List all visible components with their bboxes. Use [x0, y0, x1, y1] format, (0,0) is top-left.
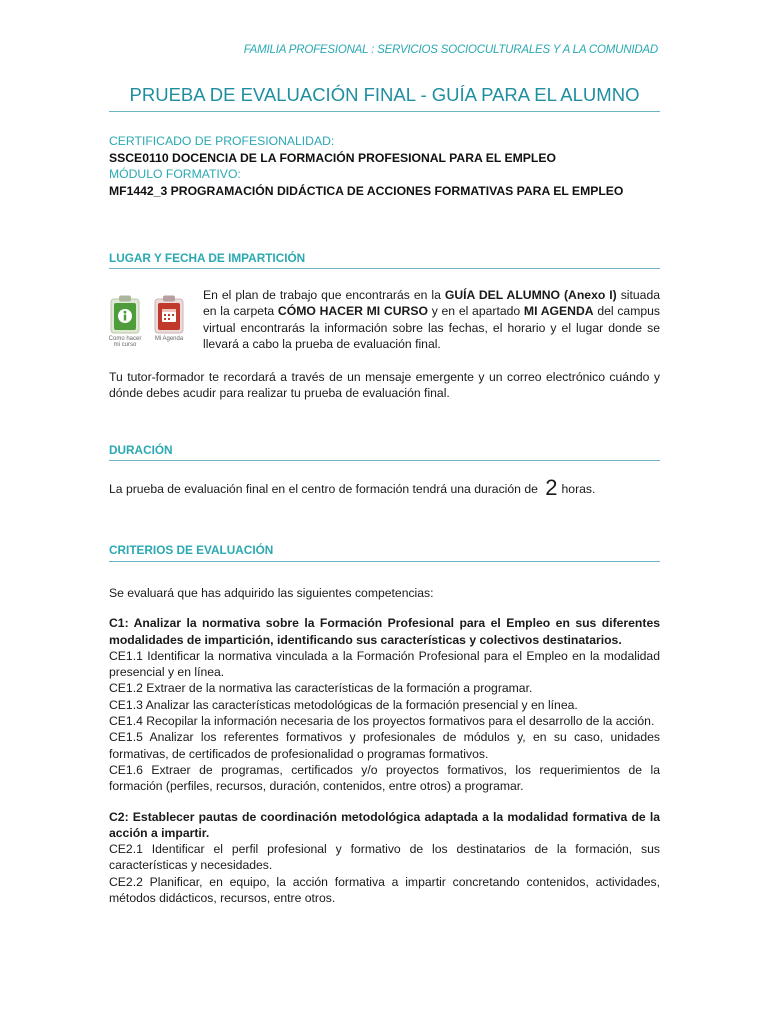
- duration-text: La prueba de evaluación final en el centro de formación tendrá una duración de: [109, 482, 538, 496]
- criterion-ce1-3: CE1.3 Analizar las características metodológicas de la formación presencial y en línea.: [109, 697, 578, 712]
- title-divider: [109, 111, 660, 112]
- how-to-course-shortcut[interactable]: [107, 294, 143, 349]
- certificate-label: CERTIFICADO DE PROFESIONALIDAD:: [109, 134, 335, 148]
- section-divider-place: [109, 268, 660, 269]
- competence-c2: C2: Establecer pautas de coordinación metodológica adaptada a la modalidad formativa de la acción a impartir.: [109, 809, 660, 840]
- criterion-ce1-4: CE1.4 Recopilar la información necesaria de los proyectos formativos para el desarrollo de la acción.: [109, 714, 655, 729]
- section-heading-place: LUGAR Y FECHA DE IMPARTICIÓN: [109, 251, 306, 265]
- place-guide-ref: GUÍA DEL ALUMNO (Anexo I): [444, 288, 617, 302]
- tutor-paragraph: Tu tutor-formador te recordará a través de un mensaje emergente y un correo electrónico cuándo y dónde debes acudir para realizar tu prueba de evaluación final.: [109, 370, 660, 401]
- duration-unit: horas.: [561, 482, 596, 496]
- place-text: y en el apartado: [427, 304, 524, 319]
- criterion-ce1-5: CE1.5 Analizar los referentes formativos y profesionales de módulos y, en su caso, unidades formativas, de certificados de profesionalidad o programas formativos.: [109, 730, 660, 761]
- icon-caption-agenda: Mi Agenda: [154, 336, 184, 342]
- criterion-ce2-2: CE2.2 Planificar, en equipo, la acción formativa a impartir concretando contenidos, actividades, métodos didácticos, recursos, entre otros.: [109, 874, 660, 906]
- certificate-block: [109, 133, 669, 199]
- place-text: En el plan de trabajo que encontrarás en la: [203, 288, 445, 302]
- duration-paragraph: [109, 475, 669, 500]
- module-value: MF1442_3 PROGRAMACIÓN DIDÁCTICA DE ACCIONES FORMATIVAS PARA EL EMPLEO: [109, 183, 624, 198]
- professional-family-header: FAMILIA PROFESIONAL : SERVICIOS SOCIOCULTURALES Y A LA COMUNIDAD: [243, 44, 658, 56]
- icon-caption-course: Como hacer mi curso: [108, 336, 142, 349]
- course-icons: [107, 294, 187, 349]
- competence-c1: C1: Analizar la normativa sobre la Formación Profesional para el Empleo en sus diferentes modalidades de impartición, identificando sus características y colectivos destinatarios.: [109, 616, 660, 647]
- section-divider-criteria: [109, 561, 660, 562]
- criterion-ce1-2: CE1.2 Extraer de la normativa las características de la formación a programar.: [109, 681, 533, 696]
- place-folder-ref: CÓMO HACER MI CURSO: [277, 304, 428, 319]
- certificate-value: SSCE0110 DOCENCIA DE LA FORMACIÓN PROFESIONAL PARA EL EMPLEO: [109, 150, 556, 165]
- section-heading-duration: DURACIÓN: [109, 443, 173, 457]
- criterion-ce2-1: CE2.1 Identificar el perfil profesional y formativo de los destinatarios de la formación, sus características y necesidades.: [109, 842, 660, 873]
- criteria-intro: Se evaluará que has adquirido las siguientes competencias:: [109, 586, 434, 600]
- section-divider-duration: [109, 460, 660, 461]
- place-text: del campus virtual encontrarás la información sobre las fechas, el horario y el lugar donde se llevará a cabo la prueba de evaluación final.: [203, 304, 660, 352]
- place-text: situada en la carpeta: [203, 288, 661, 319]
- section-heading-criteria: CRITERIOS DE EVALUACIÓN: [109, 543, 274, 557]
- document-title: PRUEBA DE EVALUACIÓN FINAL - GUÍA PARA EL ALUMNO: [129, 84, 640, 105]
- criteria-block: [109, 585, 660, 906]
- duration-hours: 2: [545, 475, 558, 500]
- place-paragraph: [203, 287, 660, 353]
- criterion-ce1-6: CE1.6 Extraer de programas, certificados y/o proyectos formativos, los requerimientos de la formación (perfiles, recursos, duración, contenidos, entre otros) a programar.: [109, 762, 660, 794]
- info-clipboard-icon: [108, 294, 142, 334]
- calendar-clipboard-icon: [152, 294, 186, 334]
- criterion-ce1-1: CE1.1 Identificar la normativa vinculada a la Formación Profesional para el Empleo en la modalidad presencial y en línea.: [109, 648, 660, 680]
- module-label: MÓDULO FORMATIVO:: [109, 167, 241, 182]
- my-agenda-shortcut[interactable]: [151, 294, 187, 349]
- place-agenda-ref: MI AGENDA: [523, 304, 594, 319]
